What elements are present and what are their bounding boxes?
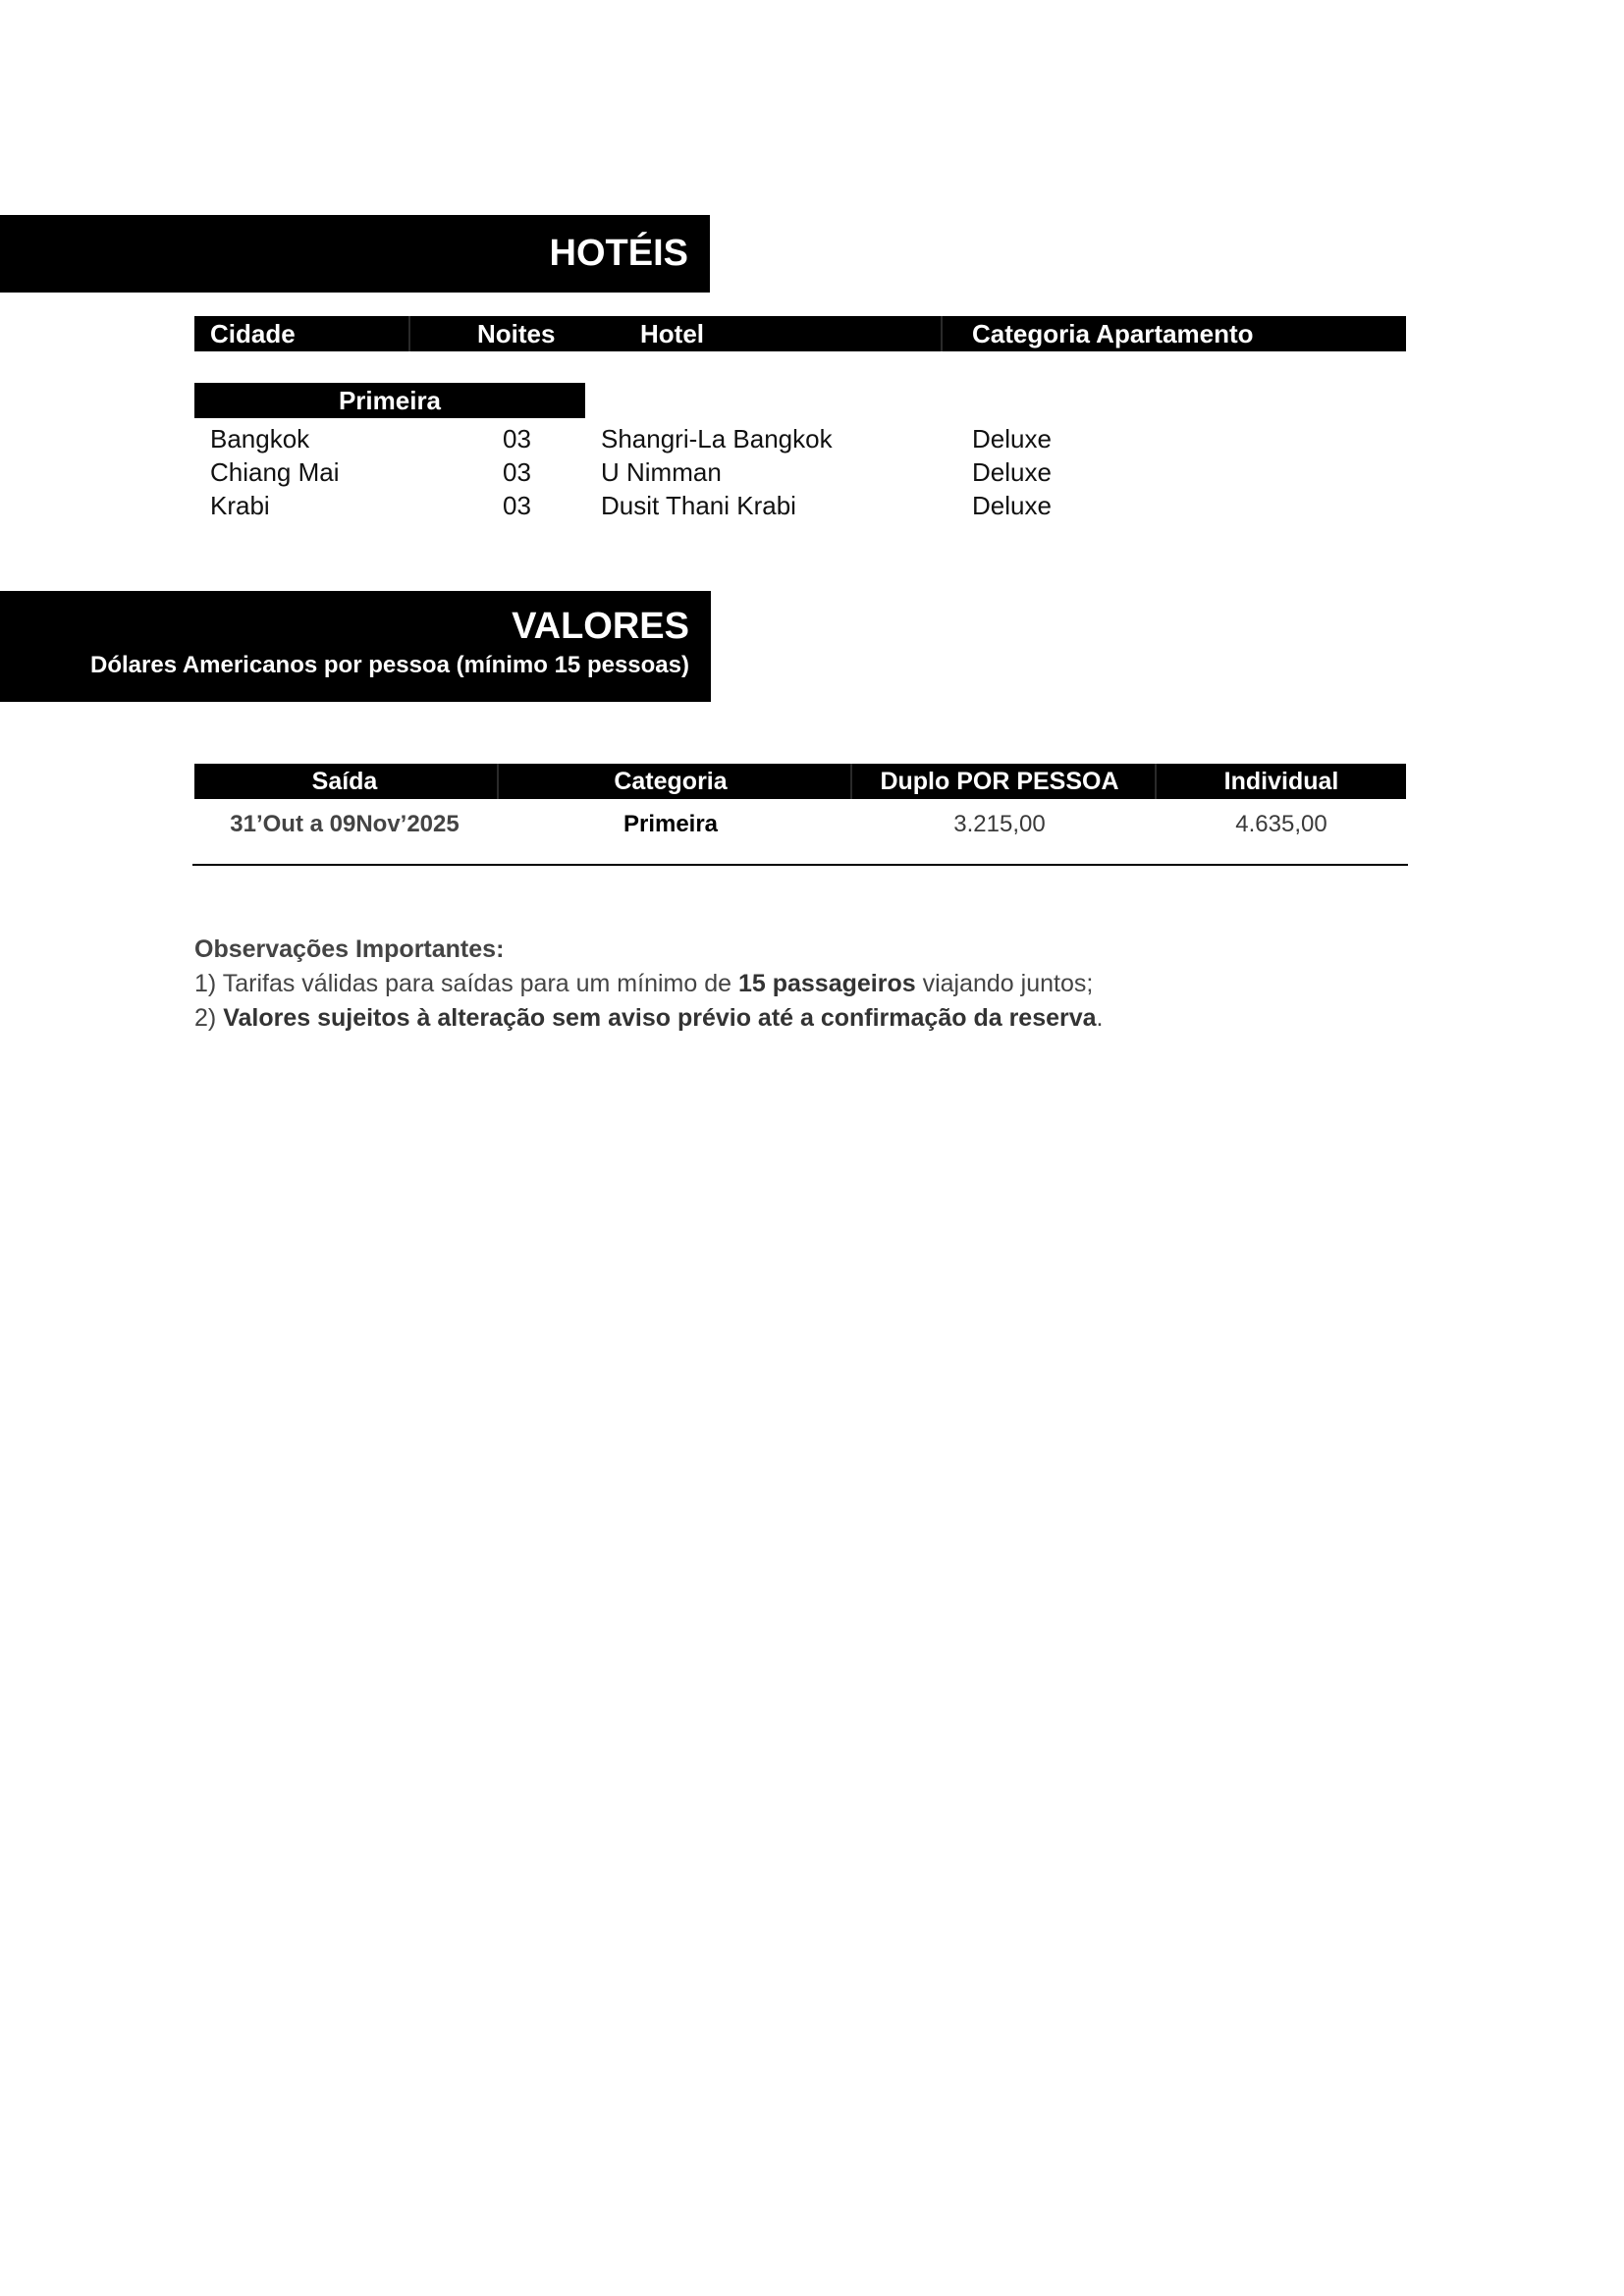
note-1-end: viajando juntos; bbox=[915, 970, 1094, 997]
hotel-categoria: Deluxe bbox=[972, 424, 1052, 454]
header-categoria-apartamento: Categoria Apartamento bbox=[972, 319, 1254, 348]
hotel-noites: 03 bbox=[503, 424, 531, 454]
note-2-bold: Valores sujeitos à alteração sem aviso prévio até a confirmação da reserva bbox=[223, 1004, 1097, 1032]
header-hotel: Hotel bbox=[640, 319, 704, 348]
valores-subtitle: Dólares Americanos por pessoa (mínimo 15 pessoas) bbox=[90, 652, 689, 678]
price-individual: 4.635,00 bbox=[1235, 811, 1327, 837]
price-categoria: Primeira bbox=[623, 811, 719, 837]
hotel-nome: U Nimman bbox=[601, 457, 722, 487]
header-cidade: Cidade bbox=[210, 319, 296, 348]
price-table-divider bbox=[192, 864, 1408, 866]
header-saida: Saída bbox=[311, 768, 378, 795]
header-divider bbox=[408, 316, 410, 351]
price-table-header bbox=[194, 764, 1406, 799]
note-1 bbox=[194, 967, 1412, 1001]
note-2-end: . bbox=[1096, 1004, 1104, 1032]
observacoes-title: Observações Importantes: bbox=[194, 935, 505, 963]
hotels-table-header bbox=[194, 316, 1406, 351]
price-row bbox=[194, 807, 1406, 842]
header-categoria: Categoria bbox=[614, 768, 728, 795]
header-individual: Individual bbox=[1223, 768, 1339, 795]
note-1-text: 1) Tarifas válidas para saídas para um mínimo de bbox=[194, 970, 738, 997]
observacoes bbox=[194, 933, 1412, 1036]
price-saida: 31’Out a 09Nov’2025 bbox=[230, 811, 460, 837]
header-noites: Noites bbox=[477, 319, 556, 348]
hotel-noites: 03 bbox=[503, 491, 531, 520]
price-duplo: 3.215,00 bbox=[953, 811, 1046, 837]
header-duplo: Duplo POR PESSOA bbox=[880, 768, 1119, 795]
hotel-row bbox=[194, 422, 1406, 455]
hotel-noites: 03 bbox=[503, 457, 531, 487]
valores-banner bbox=[0, 591, 711, 702]
category-group-label: Primeira bbox=[338, 386, 442, 415]
hotel-cidade: Chiang Mai bbox=[210, 457, 340, 487]
hotel-categoria: Deluxe bbox=[972, 491, 1052, 520]
hotel-nome: Shangri-La Bangkok bbox=[601, 424, 833, 454]
hoteis-banner bbox=[0, 215, 710, 293]
hotel-nome: Dusit Thani Krabi bbox=[601, 491, 796, 520]
header-divider bbox=[941, 316, 943, 351]
hotel-cidade: Krabi bbox=[210, 491, 270, 520]
hotel-categoria: Deluxe bbox=[972, 457, 1052, 487]
note-2-text: 2) bbox=[194, 1004, 224, 1032]
hoteis-title: HOTÉIS bbox=[549, 233, 688, 274]
note-2 bbox=[194, 1001, 1412, 1036]
hotel-cidade: Bangkok bbox=[210, 424, 310, 454]
note-1-bold: 15 passageiros bbox=[737, 970, 916, 997]
category-group-bar bbox=[194, 383, 585, 418]
valores-title: VALORES bbox=[512, 606, 689, 647]
hotel-row bbox=[194, 489, 1406, 522]
hotel-row bbox=[194, 455, 1406, 489]
